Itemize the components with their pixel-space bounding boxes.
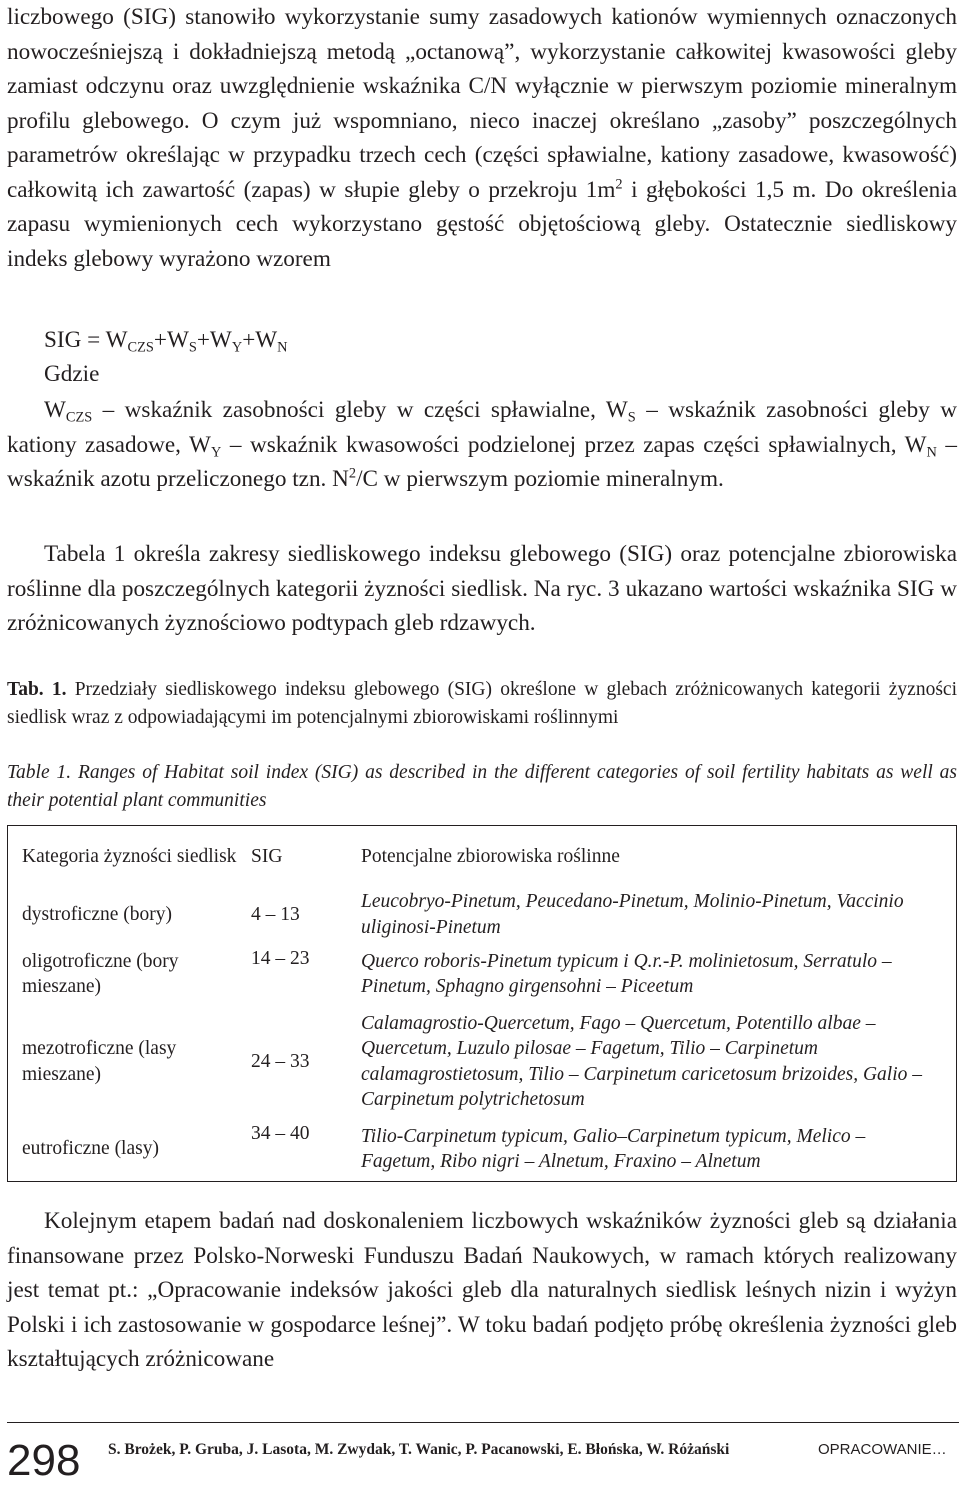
table-row [8,887,957,942]
paragraph-sig-description [7,0,957,276]
paragraph-next-stage: Kolejnym etapem badań nad doskonaleniem liczbowych wskaźników żyzności gleb są działania finansowane przez Polsko-Norweski Funduszu Badań Naukowych, w ramach których realizowany jest temat pt.: „Opracowanie indeksów jakości gleb dla naturalnych siedlisk leśnych nizin i wyżyn Polski i ich zastosowanie w gospodarce leśnej”. W toku badań podjęto próbę określenia żyzności gleb kształtujących zróżnicowane [7,1208,957,1372]
table-caption-polish: Tab. 1. Przedziały siedliskowego indeksu glebowego (SIG) określone w glebach zróżnicowanych kategorii żyzności siedlisk wraz z odpowiadającymi im potencjalnymi zbiorowiskami roślinnymi [7,679,957,728]
plants-cell: Querco roboris-Pinetum typicum i Q.r.-P. molinietosum, Serratulo – Pinetum, Sphagno girgensohni – Piceetum [361,942,957,1006]
sig-cell: 24 – 33 [251,1050,310,1072]
header-plant-communities: Potencjalne zbiorowiska roślinne [361,826,957,888]
formula-legend: $W_{CZS}$ – wskaźnik zasobności gleby w części spławialne, $W_S$ – wskaźnik zasobności gleby w kationy zasadowe, $W_Y$ – wskaźnik kwasowości podzielonej przez zapas części spławialnych, $W_N$ – wskaźnik azotu przeliczonego tzn. $N^2/C$ w pierwszym poziomie mineralnym. [7,397,958,492]
page-number: 298 [7,1436,81,1485]
header-category: Kategoria żyzności siedlisk [8,826,252,888]
table-row [8,1117,957,1182]
category-cell: mezotroficzne (lasy mieszane) [8,1006,252,1117]
sig-cell: 14 – 23 [251,948,310,969]
header-sig: SIG [251,845,283,867]
sig-formula: SIG = $W_{CZS}+W_S+W_Y+W_N$ [44,327,288,356]
table-header-row [8,826,957,888]
paragraph-text-continued: i głębokości 1,5 m. Do określenia zapasu wymienionych cech wykorzystano gęstość objętościową gleby. Ostatecznie siedliskowy indeks glebowy wyrażono wzorem [7,176,957,272]
footer-divider [7,1422,959,1423]
footer-authors: S. Brożek, P. Gruba, J. Lasota, M. Zwydak, T. Wanic, P. Pacanowski, E. Błońska, W. Różański [108,1441,730,1458]
table-row [8,1006,957,1117]
where-label: Gdzie [44,361,100,387]
table-row [8,942,957,1006]
sig-cell: 4 – 13 [251,903,300,925]
habitat-soil-index-table [7,825,957,1182]
paragraph-text: liczbowego (SIG) stanowiło wykorzystanie sumy zasadowych kationów wymiennych oznaczonych nowocześniejszą i dokładniejszą metodą „octanową”, wykorzystanie całkowitej kwasowości gleby zamiast odczynu oraz uwzględnienie wskaźnika C/N wyłącznie w pierwszym poziomie mineralnym profilu glebowego. O czym już wspomniano, nieco inaczej określano „zasoby” poszczególnych parametrów określając w przypadku trzech cech (części spławialne, kationy zasadowe, kwasowość) całkowitą ich zawartość (zapas) w słupie gleby o przekroju 1m [7,4,957,203]
paragraph-table-intro: Tabela 1 określa zakresy siedliskowego indeksu glebowego (SIG) oraz potencjalne zbiorowiska roślinne dla poszczególnych kategorii żyzności siedlisk. Na ryc. 3 ukazano wartości wskaźnika SIG w zróżnicowanych żyznościowo podtypach gleb rdzawych. [7,541,957,636]
footer-running-title: OPRACOWANIE… [818,1441,947,1458]
table-caption-english: Table 1. Ranges of Habitat soil index (SIG) as described in the different categories of soil fertility habitats as well as their potential plant communities [7,762,957,811]
category-cell: oligotroficzne (bory mieszane) [8,942,252,1006]
superscript: 2 [615,175,623,192]
category-cell: dystroficzne (bory) [8,887,252,942]
table-label: Tab. 1. [7,679,67,700]
sig-cell: 34 – 40 [251,1123,310,1144]
plants-cell: Calamagrostio-Quercetum, Fago – Quercetum, Potentillo albae – Quercetum, Luzulo pilosae – Fagetum, Tilio – Carpinetum calamagrostietosum, Tilio – Carpinetum caricetosum brizoides, Galio – Carpinetum polytrichetosum [361,1006,957,1117]
plants-cell: Leucobryo-Pinetum, Peucedano-Pinetum, Molinio-Pinetum, Vaccinio uliginosi-Pinetum [361,887,957,942]
category-cell: eutroficzne (lasy) [8,1117,252,1182]
plants-cell: Tilio-Carpinetum typicum, Galio–Carpinetum typicum, Melico – Fagetum, Ribo nigri – Alnetum, Fraxino – Alnetum [361,1117,957,1182]
